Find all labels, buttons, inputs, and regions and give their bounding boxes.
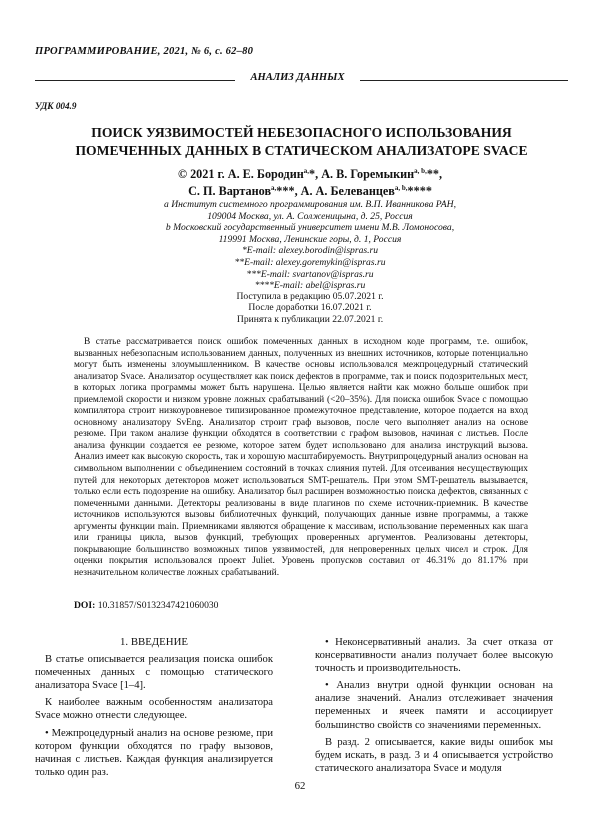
email-line: **E-mail: alexey.goremykin@ispras.ru — [234, 256, 386, 268]
udk-code: УДК 004.9 — [35, 101, 77, 111]
doi — [74, 600, 218, 611]
doi-value: 10.31857/S0132347421060030 — [95, 600, 219, 611]
email-line: ***E-mail: svartanov@ispras.ru — [246, 268, 374, 280]
email-line: ****E-mail: abel@ispras.ru — [254, 280, 366, 292]
paragraph: • Неконсервативный анализ. За счет отказа от консервативности анализ получает более высокую точность и производительность. — [315, 637, 553, 675]
paragraph: К наиболее важным особенностям анализатора Svace можно отнести следующее. — [35, 697, 273, 722]
author-sup: a, — [303, 166, 310, 175]
page-number: 62 — [294, 780, 306, 792]
authors — [80, 166, 540, 200]
paragraph: В статье описывается реализация поиска ошибок помеченных данных с помощью статического анализатора Svace [1–4]. — [35, 654, 273, 692]
author-sup: a, — [271, 183, 277, 192]
authors-line-1-text: © 2021 г. А. Е. Бородин — [177, 167, 304, 181]
affiliations — [80, 199, 540, 292]
affiliation-line: 119991 Москва, Ленинские горы, д. 1, Россия — [218, 233, 402, 245]
author-sup: a, b, — [394, 183, 408, 192]
date-revised: После доработки 16.07.2021 г. — [248, 302, 372, 314]
affiliation-line: 109004 Москва, ул. А. Солженицына, д. 25, Россия — [207, 210, 413, 222]
authors-line-1-end: **, — [426, 167, 443, 181]
right-column — [315, 636, 553, 779]
paragraph: • Межпроцедурный анализ на основе резюме, при котором функции обходятся по графу вызовов, начиная с листьев. Каждая функция анализируется только один раз. — [35, 727, 273, 778]
section-heading-introduction: 1. ВВЕДЕНИЕ — [120, 636, 188, 648]
affiliation-line: a Институт системного программирования им. В.П. Иванникова РАН, — [164, 199, 456, 210]
submission-dates — [150, 291, 470, 325]
doi-label: DOI: — [74, 600, 96, 611]
section-rule-right — [360, 80, 568, 81]
authors-line-1-mid: *, А. В. Горемыкин — [309, 167, 415, 181]
author-sup: a, b, — [414, 166, 427, 175]
email-line: *E-mail: alexey.borodin@ispras.ru — [241, 245, 379, 257]
authors-line-2-end: **** — [407, 184, 432, 198]
affiliation-line: b Московский государственный университет имени М.В. Ломоносова, — [165, 222, 455, 234]
authors-line-1 — [80, 166, 540, 183]
title-line-1: ПОИСК УЯЗВИМОСТЕЙ НЕБЕЗОПАСНОГО ИСПОЛЬЗОВАНИЯ — [91, 125, 512, 140]
paragraph: • Анализ внутри одной функции основан на анализе значений. Анализ отслеживает значения переменных и ячеек памяти и ассоциирует большинство свойств со значениями переменных. — [315, 680, 553, 731]
abstract-text: В статье рассматривается поиск ошибок помеченных данных в исходном коде программ, т.е. ошибок, вызванных небезопасным использованием данных, полученных из внешних источников, которые потенциально могут быть изменены злоумышленником. В качестве основы использовался межпроцедурный статический анализатор Svace. Анализатор осуществляет как поиск дефектов в программе, так и поиск подозрительных мест, в которых логика программы может быть нарушена. Целью является найти как можно больше ошибок при приемлемой скорости и низком уровне ложных срабатываний (<20–35%). Для поиска ошибок Svace с помощью компилятора строит низкоуровневое типизированное промежуточное представление, которое подается на вход основному анализатору SvEng. Анализатор строит граф вызовов, после чего выполняет анализ на основе резюме. При таком анализе функции обходятся в соответствии с графом вызовов, начиная с листьев. После анализа функции создается ее резюме, которое затем будет использовано для анализа инструкций вызова. Анализ имеет как высокую скорость, так и хорошую масштабируемость. Внутрипроцедурный анализ основан на символьном выполнении с объединением состояний в точках слияния путей. Для отсеивания несуществующих путей для некоторых детекторов может использоваться SMT-решатель. При этом SMT-решатель вызывается, только если есть подозрение на ошибку. Анализатор был расширен возможностью поиска дефектов, связанных с помеченными данными. Детекторы реализованы в виде плагинов по схеме источник-приемник. В качестве источников используются вызовы библиотечных функций, получающих данные извне программы, а также аргументы функции main. Приемниками являются обращение к массивам, использование переменных как шага или границы цикла, вызов функций, требующих проверенных аргументов. Реализованы детекторы, покрывающие большинство возможных типов уязвимостей, для непроверенных целых чисел и строк. Для оценки покрытия использовался проект Juliet. Уровень пропусков составил от 46.31% до 81.17% при незначительном количестве ложных срабатываний. — [74, 337, 528, 578]
abstract — [74, 337, 528, 579]
title-line-2: ПОМЕЧЕННЫХ ДАННЫХ В СТАТИЧЕСКОМ АНАЛИЗАТОРЕ SVACE — [75, 143, 528, 158]
authors-line-2 — [80, 183, 540, 200]
article-title — [35, 124, 568, 160]
date-accepted: Принята к публикации 22.07.2021 г. — [236, 313, 384, 325]
section-rule-left — [35, 80, 235, 81]
authors-line-2-mid: ***, А. А. Белеванцев — [276, 184, 395, 198]
date-received: Поступила в редакцию 05.07.2021 г. — [236, 291, 384, 302]
section-label: АНАЛИЗ ДАННЫХ — [250, 72, 345, 83]
left-column — [35, 636, 273, 783]
running-head: ПРОГРАММИРОВАНИЕ, 2021, № 6, с. 62–80 — [35, 46, 254, 57]
paragraph: В разд. 2 описывается, какие виды ошибок мы будем искать, в разд. 3 и 4 описывается устройство статического анализатора Svace и модуля — [315, 736, 553, 774]
authors-line-2-text: С. П. Вартанов — [188, 184, 272, 198]
